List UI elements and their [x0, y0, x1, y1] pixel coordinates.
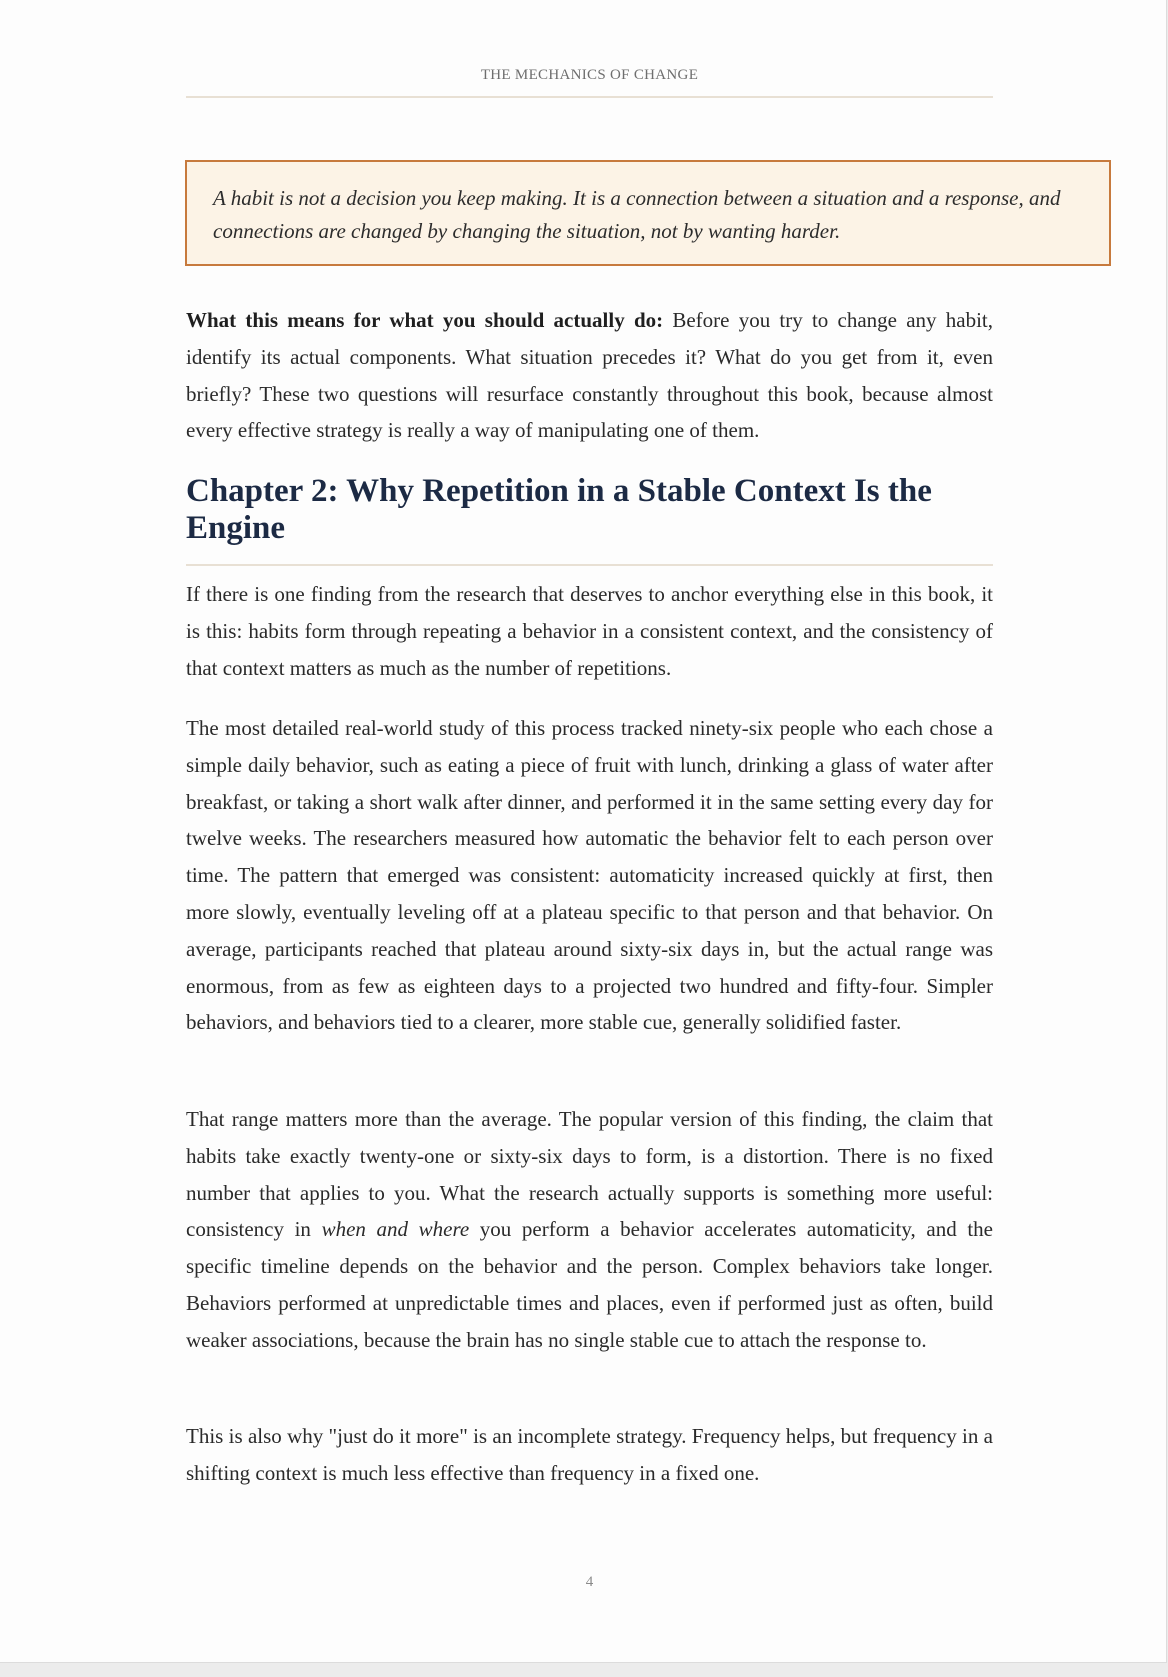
body-paragraph-3-end: you perform a behavior accelerates automaticity, and the specific timeline depends on the behavior and the person. Complex behaviors take longer. Behaviors performed at unpredictable times and places, even if performed just as often, build weaker associations, because the brain has no single stable cue to attach the response to. — [186, 1217, 994, 1352]
action-paragraph-text: Before you try to change any habit, identify its actual components. What situation precedes it? What do you get from it, even briefly? These two questions will resurface constantly throughout this book, because almost every effective strategy is really a way of manipulating one of them. — [186, 308, 993, 443]
body-paragraph-3 — [186, 1101, 993, 1359]
body-paragraph-4: This is also why "just do it more" is an incomplete strategy. Frequency helps, but frequency in a shifting context is much less effective than frequency in a fixed one. — [186, 1424, 993, 1485]
body-paragraph-2: The most detailed real-world study of this process tracked ninety-six people who each chose a simple daily behavior, such as eating a piece of fruit with lunch, drinking a glass of water after breakfast, or taking a short walk after dinner, and performed it in the same setting every day for twelve weeks. The researchers measured how automatic the behavior felt to each person over time. The pattern that emerged was consistent: automaticity increased quickly at first, then more slowly, eventually leveling off at a plateau specific to that person and that behavior. On average, participants reached that plateau around sixty-six days in, but the actual range was enormous, from as few as eighteen days to a projected two hundred and fifty-four. Simpler behaviors, and behaviors tied to a clearer, more stable cue, generally solidified faster. — [186, 716, 993, 1035]
chapter-title: Chapter 2: Why Repetition in a Stable Context Is the Engine — [186, 473, 932, 546]
body-paragraph-3-start: That range matters more than the average. The popular version of this finding, the claim that habits take exactly twenty-one or sixty-six days to form, is a distortion. There is no fixed number that applies to you. What the research actually supports is something more useful: consistency in — [186, 1107, 993, 1242]
action-paragraph — [186, 302, 993, 449]
header-divider — [186, 96, 993, 98]
running-header: THE MECHANICS OF CHANGE — [480, 67, 699, 83]
callout-quote: A habit is not a decision you keep making. It is a connection between a situation and a response, and connections are changed by changing the situation, not by wanting harder. — [213, 186, 1061, 243]
body-paragraph-3-emphasis: when and where — [321, 1217, 470, 1242]
viewer-background — [0, 1663, 1168, 1677]
action-paragraph-label: What this means for what you should actually do: — [186, 308, 664, 332]
key-quote-callout — [185, 160, 1111, 266]
page-number: 4 — [585, 1574, 594, 1590]
chapter-divider — [186, 564, 993, 566]
body-paragraph-1: If there is one finding from the research that deserves to anchor everything else in this book, it is this: habits form through repeating a behavior in a consistent context, and the consistency of that context matters as much as the number of repetitions. — [186, 582, 993, 680]
